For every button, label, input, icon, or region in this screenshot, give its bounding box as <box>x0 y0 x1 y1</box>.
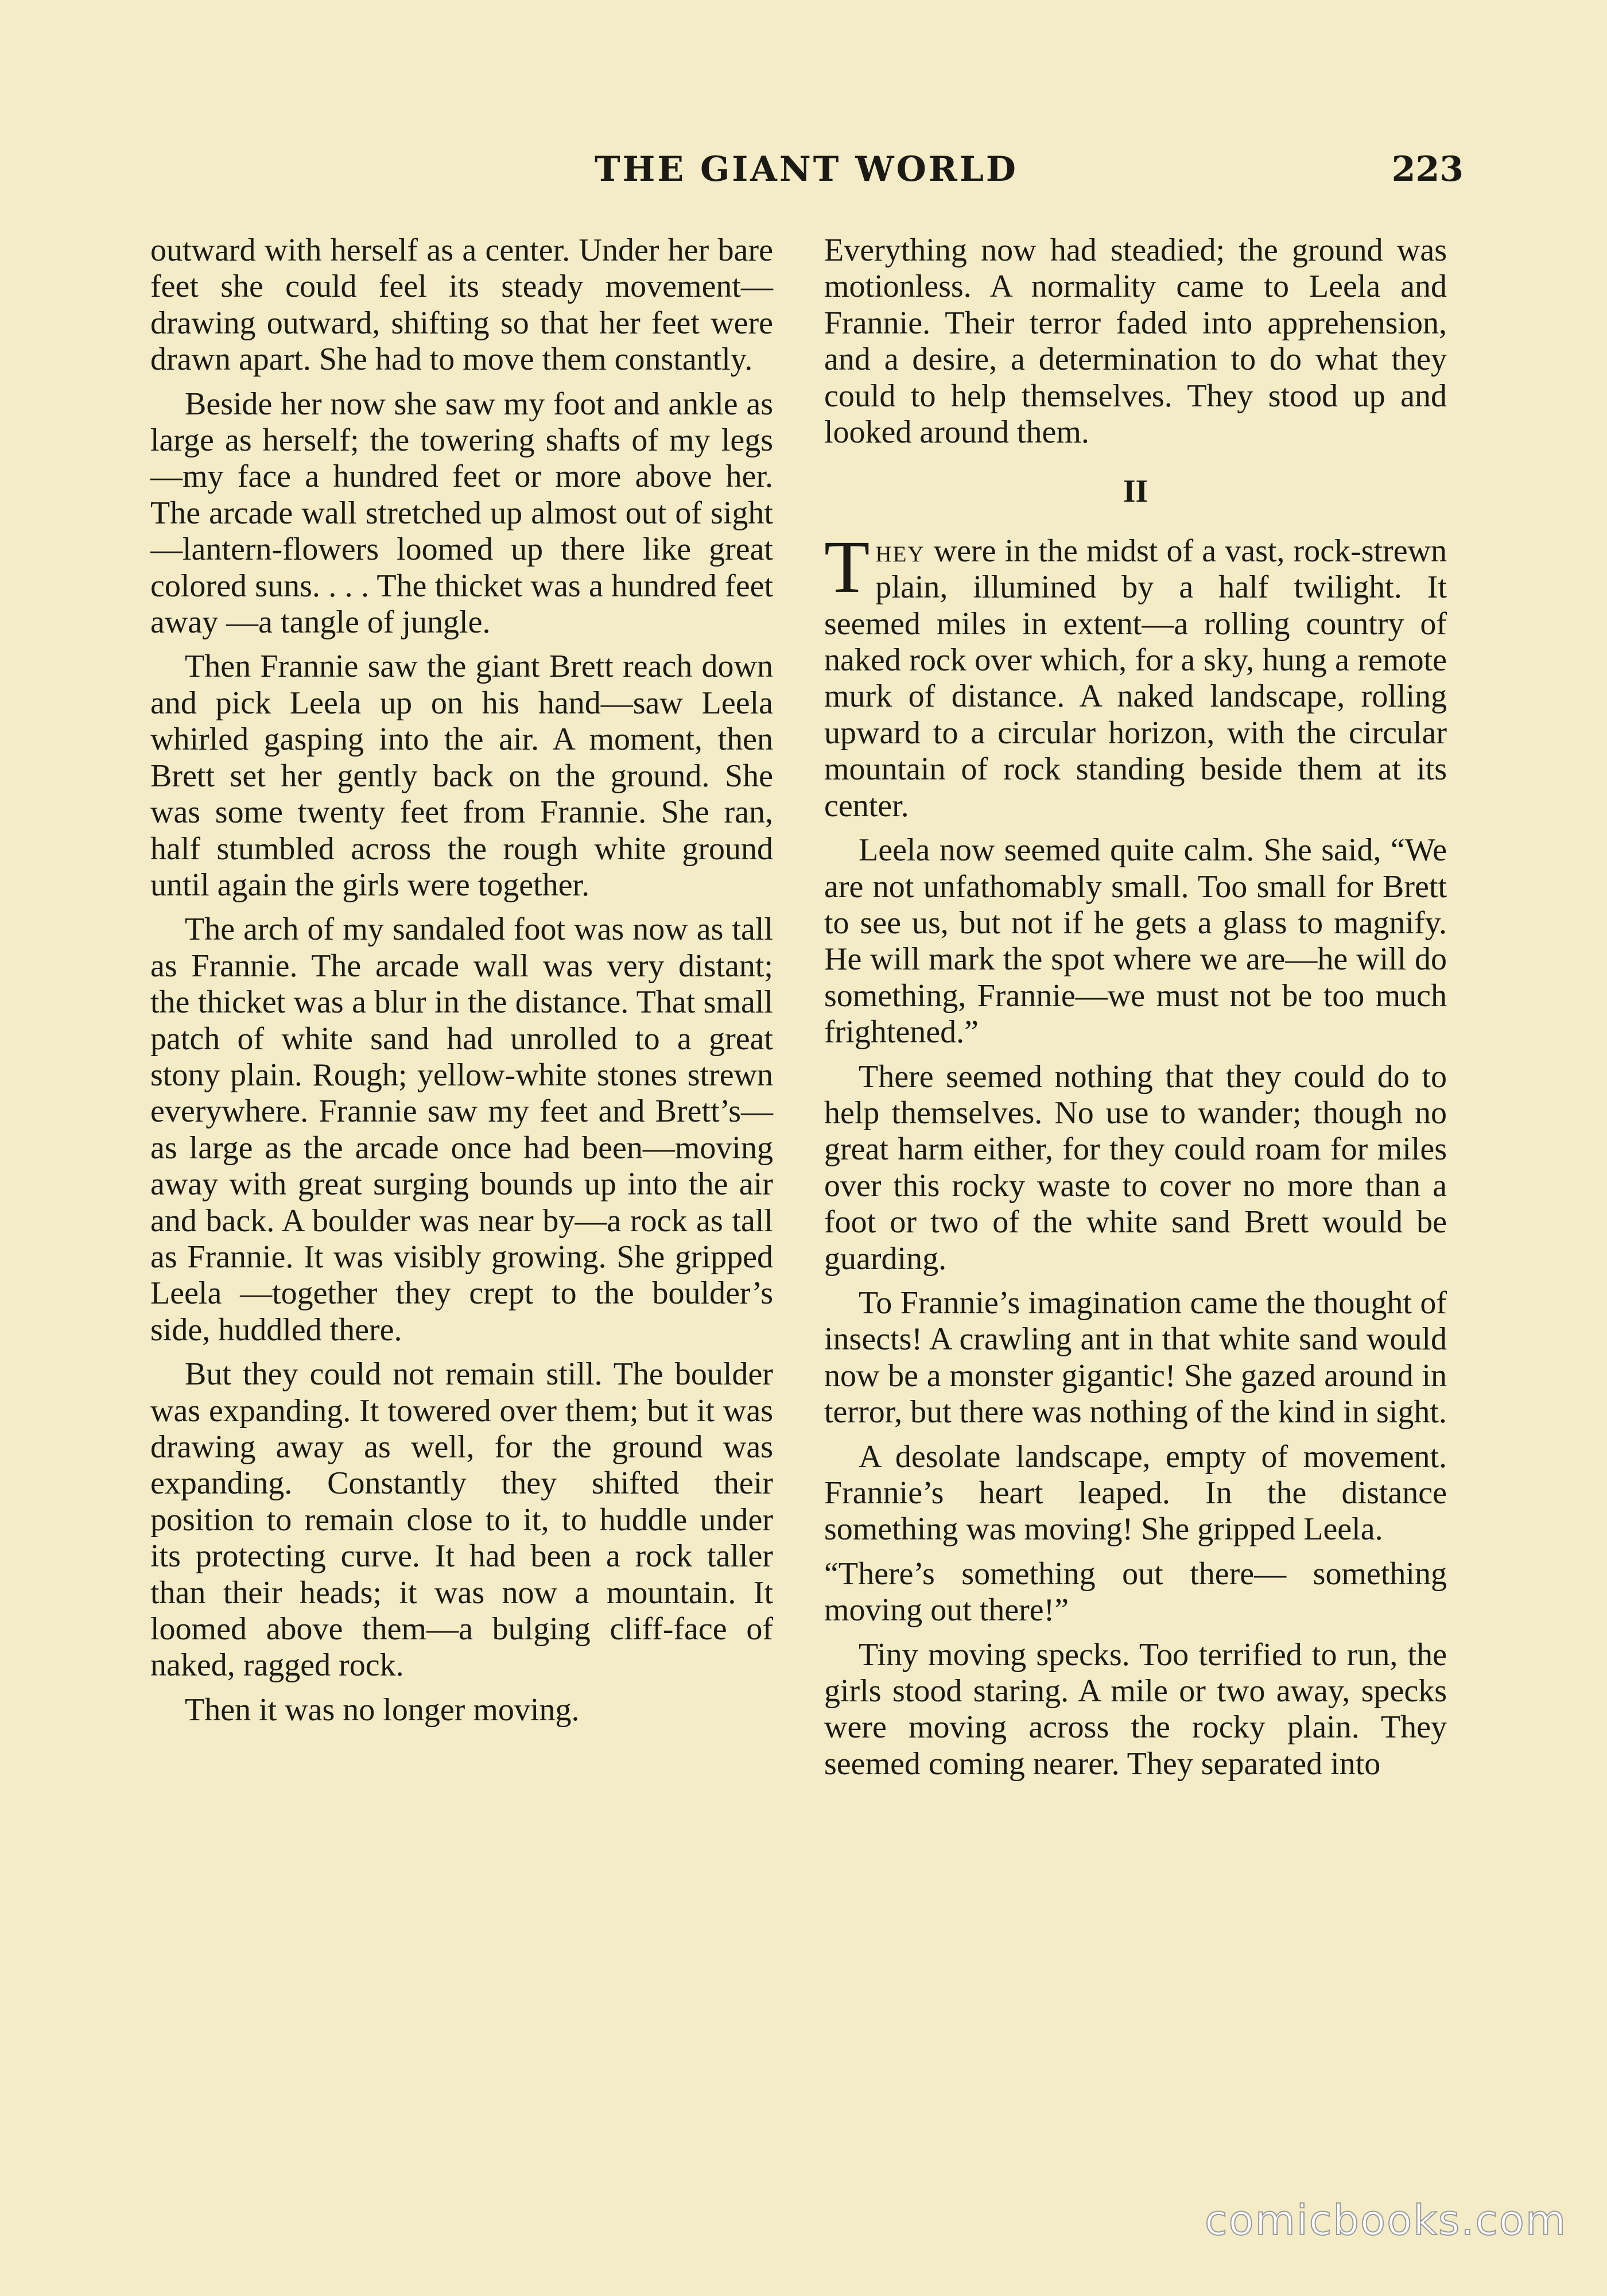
paragraph: There seemed nothing that they could do to help themselves. No use to wander; though no great harm either, for they could roam for miles over this rocky waste to cover no more than a foot or two of the white sand Brett would be guarding. <box>824 1058 1447 1277</box>
paragraph: The arch of my sandaled foot was now as tall as Frannie. The arcade wall was very distant; the thicket was a blur in the distance. That small patch of white sand had unrolled to a great stony plain. Rough; yellow-white stones strewn everywhere. Frannie saw my feet and Brett’s—as large as the arcade once had been—moving away with great surging bounds up into the air and back. A boulder was near by—a rock as tall as Frannie. It was visibly growing. She gripped Leela —together they crept to the boulder’s side, huddled there. <box>150 912 773 1348</box>
small-caps-word: hey <box>875 533 925 569</box>
paragraph: To Frannie’s imagination came the thought of insects! A crawling ant in that white sand would now be a monster gigantic! She gazed around in terror, but there was nothing of the kind in sight. <box>824 1285 1447 1430</box>
section-number: II <box>1123 474 1148 510</box>
paragraph: But they could not remain still. The boulder was expanding. It towered over them; but it was drawing away as well, for the ground was expanding. Constantly they shifted their position to remain close to it, to huddle under its protecting curve. It had been a rock taller than their heads; it was now a mountain. It loomed above them—a bulging cliff-face of naked, ragged rock. <box>150 1356 773 1684</box>
paragraph: Then Frannie saw the giant Brett reach down and pick Leela up on his hand—saw Leela whirled gasping into the air. A moment, then Brett set her gently back on the ground. She was some twenty feet from Frannie. She ran, half stumbled across the rough white ground until again the girls were together. <box>150 649 773 903</box>
drop-cap: T <box>824 525 870 608</box>
running-head <box>149 146 1464 192</box>
page-number: 223 <box>1391 149 1464 189</box>
paragraph: Tiny moving specks. Too terrified to run, the girls stood staring. A mile or two away, specks were moving across the rocky plain. They seemed coming nearer. They separated into <box>824 1636 1447 1782</box>
right-column <box>824 232 1447 1790</box>
opening-text: were in the midst of a vast, rock-strewn plain, illumined by a half twilight. It seemed miles in extent—a rolling country of naked rock over which, for a sky, hung a remote murk of distance. A naked landscape, rolling upward to a circular horizon, with the circular mountain of rock standing beside them at its center. <box>824 533 1447 824</box>
section-opening-paragraph <box>824 525 1447 824</box>
watermark: comicbooks.com <box>1204 2196 1567 2244</box>
paragraph: “There’s something out there— something moving out there!” <box>824 1556 1447 1628</box>
paragraph: Beside her now she saw my foot and ankle as large as herself; the towering shafts of my legs—my face a hundred feet or more above her. The arcade wall stretched up almost out of sight—lantern-flowers loomed up there like great colored suns. . . . The thicket was a hundred feet away —a tangle of jungle. <box>150 386 773 641</box>
paragraph: Everything now had steadied; the ground was motionless. A normality came to Leela and Frannie. Their terror faded into apprehension, and a desire, a determination to do what they could to help themselves. They stood up and looked around them. <box>824 232 1447 451</box>
running-title: THE GIANT WORLD <box>595 149 1018 189</box>
left-column <box>150 232 773 1736</box>
paragraph: Leela now seemed quite calm. She said, “We are not unfathomably small. Too small for Brett to see us, but not if he gets a glass to magnify. He will mark the spot where we are—he will do something, Frannie—we must not be too much frightened.” <box>824 832 1447 1050</box>
paragraph: outward with herself as a center. Under her bare feet she could feel its steady movement—drawing outward, shifting so that her feet were drawn apart. She had to move them constantly. <box>150 232 773 378</box>
paragraph: A desolate landscape, empty of movement. Frannie’s heart leaped. In the distance something was moving! She gripped Leela. <box>824 1438 1447 1548</box>
paragraph: Then it was no longer moving. <box>185 1692 580 1728</box>
